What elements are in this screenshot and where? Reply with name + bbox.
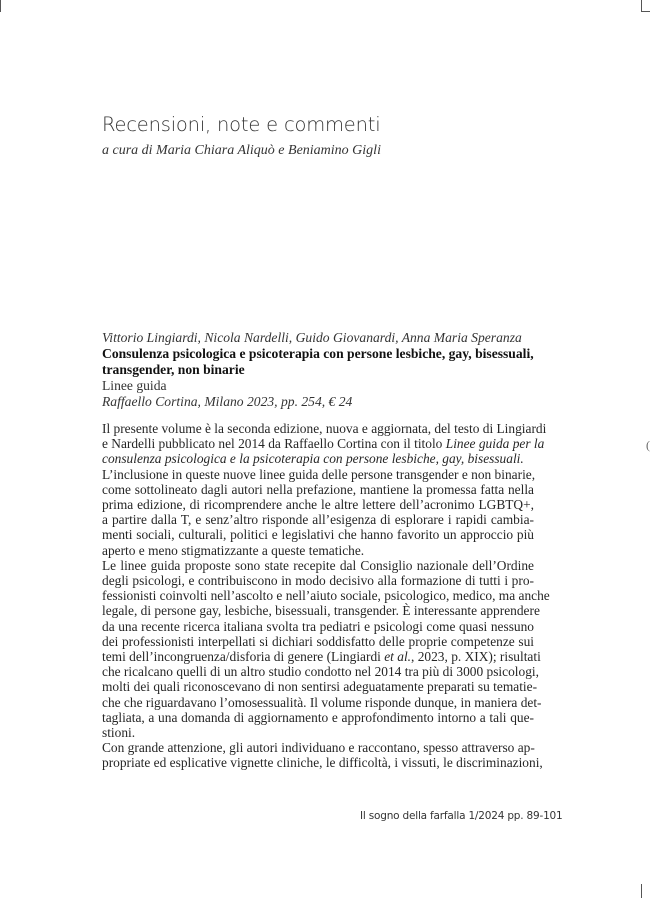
body-line: Con grande attenzione, gli autori individuano e raccontano, spesso attraverso ap- [102,740,535,756]
body-line: a partire dalla T, e senz’altro risponde all’esigenza di esplorare i rapidi cambia- [102,512,534,528]
body-line: consulenza psicologica e la psicoterapia con persone lesbiche, gay, bisessuali. [102,451,524,467]
body-line: legale, di persone gay, lesbiche, bisessuali, transgender. È interessante apprendere [102,603,540,619]
margin-mark: ( [646,438,650,452]
body-line: prima edizione, di ricomprendere anche le altre lettere dell’acronimo LGBTQ+, [102,497,534,513]
body-line: dei professionisti interpellati si dichiari soddisfatto delle proprie competenze sui [102,633,534,649]
body-line: Il presente volume è la seconda edizione, nuova e aggiornata, del testo di Lingiardi [102,421,547,436]
body-line: tagliata, a una domanda di aggiornamento e approfondimento intorno a tali que- [102,709,534,725]
book-subtitle: Linee guida [102,378,167,393]
crop-mark-top-left [0,0,1,12]
et-al: et al. [384,649,412,665]
body-line: che che riguardavano l’omosessualità. Il volume risponde dunque, in maniera det- [102,694,542,710]
body-line: L’inclusione in queste nuove linee guida delle persone transgender e non binarie, [102,466,536,482]
section-editors: a cura di Maria Chiara Aliquò e Beniamino Gigli [102,143,381,158]
body-line: Le linee guida proposte sono state recepite dal Consiglio nazionale dell’Ordine [102,557,534,573]
book-title-line-2: transgender, non binarie [102,362,245,377]
page-footer: Il sogno della farfalla 1/2024 pp. 89-101 [360,810,563,822]
body-line: stioni. [102,725,136,741]
body-line: propriate ed esplicative vignette cliniche, le difficoltà, i vissuti, le discriminazioni, [102,755,543,771]
body-line: temi dell’incongruenza/disforia di genere (Lingiardi et al., 2023, p. XIX); risultati [102,649,541,665]
body-line: degli psicologi, e contribuiscono in modo decisivo alla formazione di tutti i pro- [102,573,534,589]
book-title-line-1: Consulenza psicologica e psicoterapia con persone lesbiche, gay, bisessuali, [102,346,534,361]
body-line: molti dei quali riconoscevano di non sentirsi adeguatamente preparati su tematie- [102,679,538,695]
crop-mark-bottom-right [641,884,642,898]
crop-mark-top-right-horizontal [642,11,650,12]
body-line: e Nardelli pubblicato nel 2014 da Raffaello Cortina con il titolo Linee guida per la [102,436,545,452]
book-publisher: Raffaello Cortina, Milano 2023, pp. 254, € 24 [102,394,353,409]
body-line: che ricalcano quelli di un altro studio condotto nel 2014 tra più di 3000 psicologi, [102,664,539,680]
body-line: fessionisti coinvolti nell’ascolto e nell’aiuto sociale, psicologico, medico, ma anche [102,588,550,604]
body-line: menti sociali, culturali, politici e legislativi che hanno favorito un approccio più [102,527,534,543]
body-line: da una recente ricerca italiana svolta tra pediatri e psicologi come quasi nessuno [102,618,534,634]
review-authors: Vittorio Lingiardi, Nicola Nardelli, Guido Giovanardi, Anna Maria Speranza [102,330,522,345]
body-line: aperto e meno stigmatizzante a queste tematiche. [102,542,365,558]
section-title: Recensioni, note e commenti [102,113,381,136]
body-line: come sottolineato dagli autori nella prefazione, mantiene la promessa fatta nella [102,481,534,497]
review-body [102,421,550,771]
cited-title: Linee guida per la [445,436,545,452]
